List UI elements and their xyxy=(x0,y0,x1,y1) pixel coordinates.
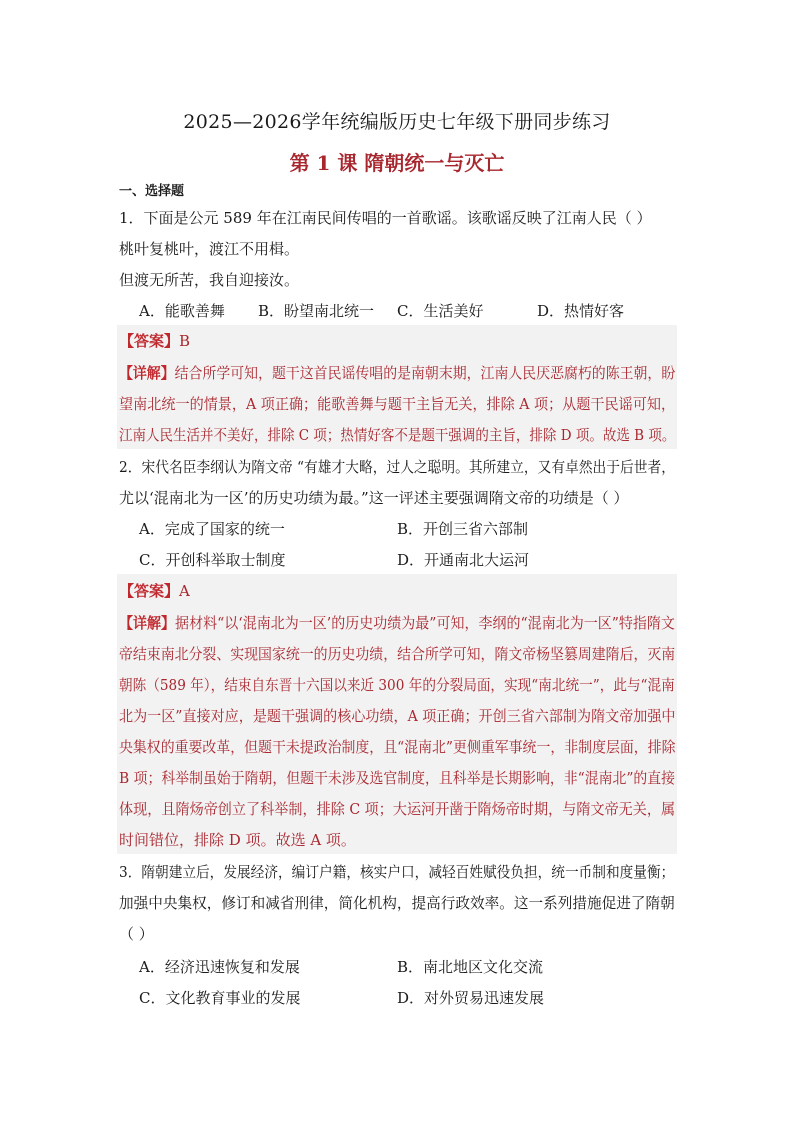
q2-detail-tag: 【详解】 xyxy=(119,614,176,632)
q1-stem: 1．下面是公元 589 年在江南民间传唱的一首歌谣。该歌谣反映了江南人民（ ） xyxy=(119,209,652,227)
q2-stem-line-2: 尤以‘混南北为一区’的历史功绩为最。”这一评述主要强调隋文帝的功绩是（ ） xyxy=(119,489,629,507)
q1-option-b: B．盼望南北统一 xyxy=(258,302,375,320)
q1-option-c: C．生活美好 xyxy=(397,302,484,320)
q1-answer xyxy=(119,330,190,351)
q2-detail-line-6: B 项；科举制虽始于隋朝，但题干未涉及选官制度，且科举是长期影响，非“混南北”的直接 xyxy=(119,769,676,787)
q2-detail-line-1 xyxy=(119,612,675,633)
q1-detail-line-3: 江南人民生活并不美好，排除 C 项；热情好客不是题干强调的主旨，排除 D 项。故选 B 项。 xyxy=(119,426,676,444)
q2-detail-line-4: 北为一区”直接对应，是题干强调的核心功绩，A 项正确；开创三省六部制为隋文帝加强中 xyxy=(119,707,676,725)
q2-option-b: B．开创三省六部制 xyxy=(397,520,529,538)
lesson-title: 第 1 课 隋朝统一与灭亡 xyxy=(289,151,505,175)
q1-detail-text-1: 结合所学可知，题干这首民谣传唱的是南朝末期，江南人民厌恶腐朽的陈王朝，盼 xyxy=(174,364,676,382)
q2-detail-line-5: 央集权的重要改革，但题干未提政治制度，且“混南北”更侧重军事统一，非制度层面，排除 xyxy=(119,738,676,756)
q1-detail-tag: 【详解】 xyxy=(119,364,175,382)
q1-detail-line-1 xyxy=(119,362,675,383)
q2-option-c: C．开创科举取士制度 xyxy=(139,551,286,569)
q2-detail-line-2: 帝结束南北分裂、实现国家统一的历史功绩，结合所学可知，隋文帝杨坚篡周建隋后，灭南 xyxy=(119,645,676,663)
q1-option-d: D．热情好客 xyxy=(537,302,625,320)
q3-option-b: B．南北地区文化交流 xyxy=(397,958,544,976)
q1-poem-line-1: 桃叶复桃叶，渡江不用楫。 xyxy=(119,240,300,258)
q1-option-a: A．能歌善舞 xyxy=(139,302,225,320)
q3-stem-line-1: 3．隋朝建立后，发展经济，编订户籍，核实户口，减轻百姓赋役负担，统一币制和度量衡； xyxy=(119,863,675,881)
q1-poem-line-2: 但渡无所苦，我自迎接汝。 xyxy=(119,271,300,289)
section-heading: 一、选择题 xyxy=(119,184,185,199)
q2-detail-line-8: 时间错位，排除 D 项。故选 A 项。 xyxy=(119,831,356,849)
q1-answer-tag: 【答案】 xyxy=(119,332,180,350)
q2-detail-text-1: 据材料“以‘混南北为一区’的历史功绩为最”可知，李纲的“混南北为一区”特指隋文 xyxy=(175,614,675,632)
q3-stem-line-3: （ ） xyxy=(119,925,154,943)
page-title: 2025—2026学年统编版历史七年级下册同步练习 xyxy=(183,111,611,133)
q2-answer xyxy=(119,580,190,601)
q2-option-d: D．开通南北大运河 xyxy=(397,551,530,569)
q3-option-a: A．经济迅速恢复和发展 xyxy=(139,958,300,976)
q2-answer-value: A xyxy=(179,582,190,600)
q1-answer-value: B xyxy=(179,332,191,350)
q2-option-a: A．完成了国家的统一 xyxy=(139,520,285,538)
q2-detail-line-3: 朝陈（589 年），结束自东晋十六国以来近 300 年的分裂局面，实现“南北统一”，此与“混南 xyxy=(119,676,675,694)
q3-option-d: D．对外贸易迅速发展 xyxy=(397,989,545,1007)
q3-option-c: C．文化教育事业的发展 xyxy=(139,989,301,1007)
q2-stem-line-1: 2．宋代名臣李纲认为隋文帝 “有雄才大略，过人之聪明。其所建立，又有卓然出于后世者， xyxy=(119,458,675,476)
q2-answer-tag: 【答案】 xyxy=(119,582,180,600)
q1-detail-line-2: 望南北统一的情景，A 项正确；能歌善舞与题干主旨无关，排除 A 项；从题干民谣可知， xyxy=(119,395,676,413)
q2-detail-line-7: 体现，且隋炀帝创立了科举制，排除 C 项；大运河开凿于隋炀帝时期，与隋文帝无关，属 xyxy=(119,800,676,818)
q3-stem-line-2: 加强中央集权，修订和减省刑律，简化机构，提高行政效率。这一系列措施促进了隋朝 xyxy=(119,894,675,912)
